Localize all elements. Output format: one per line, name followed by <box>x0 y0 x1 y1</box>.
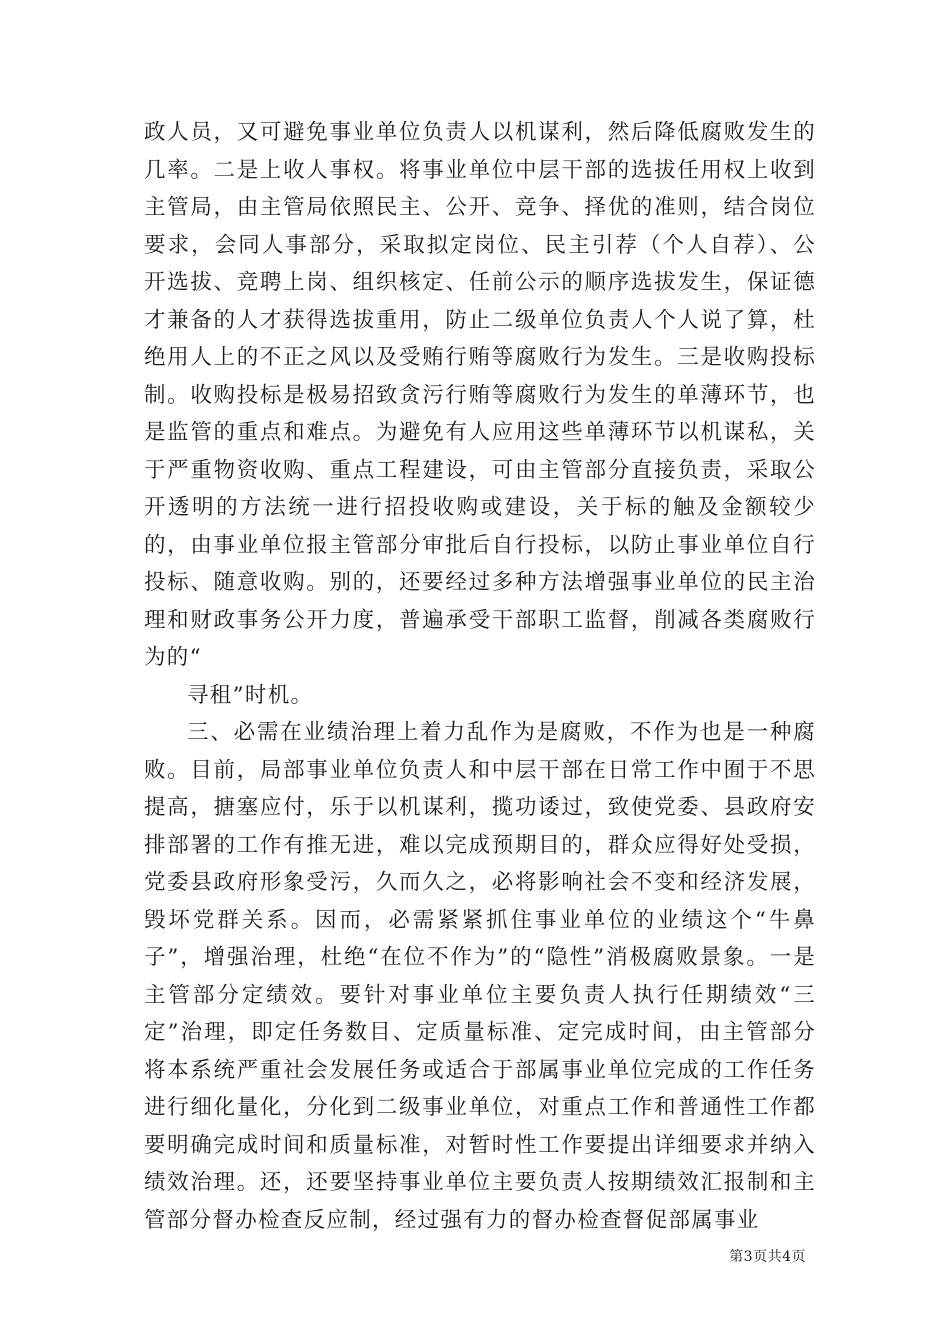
paragraph-continued: 政人员，又可避免事业单位负责人以机谋利，然后降低腐败发生的几率。二是上收人事权。将事业单位中层干部的选拔任用权上收到主管局，由主管局依照民主、公开、竞争、择优的准则，结合岗位要求，会同人事部分，采取拟定岗位、民主引荐（个人自荐）、公开选拔、竞聘上岗、组织核定、任前公示的顺序选拔发生，保证德才兼备的人才获得选拔重用，防止二级单位负责人个人说了算，杜绝用人上的不正之风以及受贿行贿等腐败行为发生。三是收购投标制。收购投标是极易招致贪污行贿等腐败行为发生的单薄环节，也是监管的重点和难点。为避免有人应用这些单薄环节以机谋私，关于严重物资收购、重点工程建设，可由主管部分直接负责，采取公开透明的方法统一进行招投收购或建设，关于标的触及金额较少的，由事业单位报主管部分审批后自行投标，以防止事业单位自行投标、随意收购。别的，还要经过多种方法增强事业单位的民主治理和财政事务公开力度，普遍承受干部职工监督，削减各类腐败行为的“ <box>144 120 816 670</box>
paragraph-short: 寻租”时机。 <box>187 682 314 708</box>
document-body <box>144 114 816 1239</box>
paragraph-section-three: 三、必需在业绩治理上着力乱作为是腐败，不作为也是一种腐败。目前，局部事业单位负责人和中层干部在日常工作中囿于不思提高，搪塞应付，乐于以机谋利，揽功诿过，致使党委、县政府安排部署的工作有推无进，难以完成预期目的，群众应得好处受损，党委县政府形象受污，久而久之，必将影响社会不变和经济发展，毁坏党群关系。因而，必需紧紧抓住事业单位的业绩这个“牛鼻子”，增强治理，杜绝“在位不作为”的“隐性”消极腐败景象。一是主管部分定绩效。要针对事业单位主要负责人执行任期绩效“三定”治理，即定任务数目、定质量标准、定完成时间，由主管部分将本系统严重社会发展任务或适合于部属事业单位完成的工作任务进行细化量化，分化到二级事业单位，对重点工作和普通性工作都要明确完成时间和质量标准，对暂时性工作要提出详细要求并纳入绩效治理。还，还要坚持事业单位主要负责人按期绩效汇报制和主管部分督办检查反应制，经过强有力的督办检查督促部属事业 <box>144 720 816 1233</box>
page-number: 第3页共4页 <box>729 1249 806 1265</box>
